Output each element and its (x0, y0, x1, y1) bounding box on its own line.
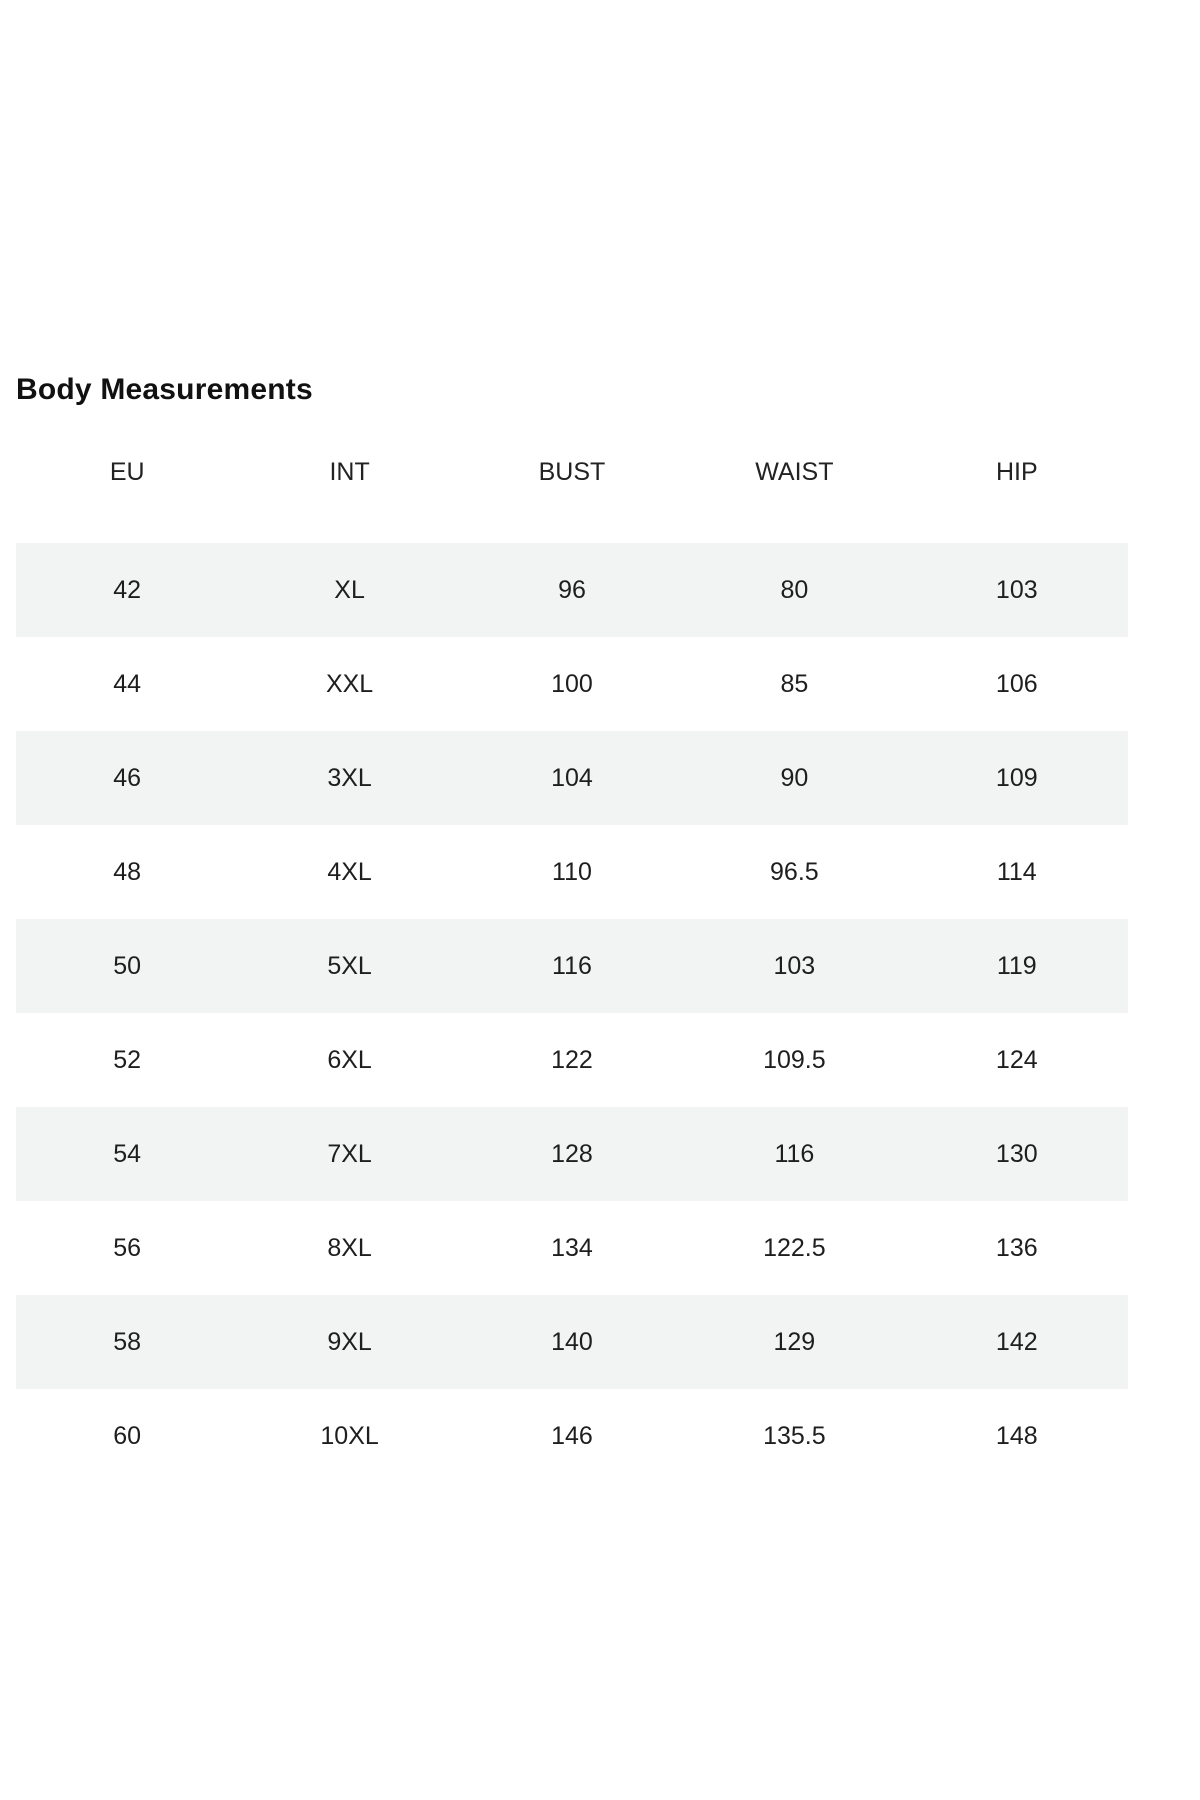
table-cell-int: 9XL (238, 1295, 460, 1389)
table-row (16, 1201, 1128, 1295)
column-header-int: INT (329, 458, 370, 486)
table-cell-int: 8XL (238, 1201, 460, 1295)
table-cell-waist: 116 (683, 1107, 905, 1201)
column-header-bust: BUST (538, 458, 606, 486)
size-chart (16, 370, 1128, 1483)
table-cell-eu: 42 (16, 543, 238, 637)
table-cell-waist: 109.5 (683, 1013, 905, 1107)
table-cell-bust: 140 (461, 1295, 683, 1389)
table-cell-eu: 56 (16, 1201, 238, 1295)
header-spacer (16, 502, 1128, 543)
table-cell-hip: 103 (906, 543, 1128, 637)
table-row (16, 825, 1128, 919)
table-cell-hip: 130 (906, 1107, 1128, 1201)
table-cell-bust: 116 (461, 919, 683, 1013)
table-cell-bust: 110 (461, 825, 683, 919)
table-cell-int: XXL (238, 637, 460, 731)
table-cell-waist: 103 (683, 919, 905, 1013)
table-cell-int: 3XL (238, 731, 460, 825)
table-cell-bust: 146 (461, 1389, 683, 1483)
table-cell-bust: 104 (461, 731, 683, 825)
header-row (16, 442, 1128, 502)
table-cell-waist: 96.5 (683, 825, 905, 919)
table-cell-eu: 46 (16, 731, 238, 825)
table-cell-hip: 148 (906, 1389, 1128, 1483)
table-cell-bust: 134 (461, 1201, 683, 1295)
column-header-hip: HIP (995, 458, 1038, 486)
table-cell-eu: 44 (16, 637, 238, 731)
table-row (16, 1389, 1128, 1483)
table-row (16, 1295, 1128, 1389)
table-cell-int: 7XL (238, 1107, 460, 1201)
column-header-waist: WAIST (755, 458, 834, 486)
table-cell-bust: 122 (461, 1013, 683, 1107)
table-cell-int: XL (238, 543, 460, 637)
table-row (16, 731, 1128, 825)
chart-title: Body Measurements (16, 373, 313, 406)
table-cell-waist: 129 (683, 1295, 905, 1389)
table-cell-bust: 128 (461, 1107, 683, 1201)
table-cell-bust: 96 (461, 543, 683, 637)
table-cell-int: 4XL (238, 825, 460, 919)
table-cell-hip: 114 (906, 825, 1128, 919)
table-row (16, 543, 1128, 637)
table-row (16, 637, 1128, 731)
table-cell-hip: 109 (906, 731, 1128, 825)
table-cell-eu: 60 (16, 1389, 238, 1483)
measurements-table (16, 442, 1128, 1483)
table-cell-int: 6XL (238, 1013, 460, 1107)
table-cell-waist: 90 (683, 731, 905, 825)
table-cell-eu: 52 (16, 1013, 238, 1107)
table-cell-waist: 80 (683, 543, 905, 637)
table-cell-hip: 124 (906, 1013, 1128, 1107)
table-cell-waist: 85 (683, 637, 905, 731)
table-cell-hip: 106 (906, 637, 1128, 731)
table-cell-waist: 135.5 (683, 1389, 905, 1483)
spacer-cell (16, 502, 1128, 543)
table-cell-eu: 58 (16, 1295, 238, 1389)
table-row (16, 1107, 1128, 1201)
column-header-eu: EU (109, 458, 145, 486)
table-cell-hip: 136 (906, 1201, 1128, 1295)
table-cell-hip: 119 (906, 919, 1128, 1013)
table-cell-bust: 100 (461, 637, 683, 731)
table-row (16, 1013, 1128, 1107)
table-cell-eu: 54 (16, 1107, 238, 1201)
table-row (16, 919, 1128, 1013)
table-cell-eu: 50 (16, 919, 238, 1013)
table-cell-hip: 142 (906, 1295, 1128, 1389)
table-cell-waist: 122.5 (683, 1201, 905, 1295)
table-cell-int: 5XL (238, 919, 460, 1013)
table-cell-int: 10XL (238, 1389, 460, 1483)
table-cell-eu: 48 (16, 825, 238, 919)
